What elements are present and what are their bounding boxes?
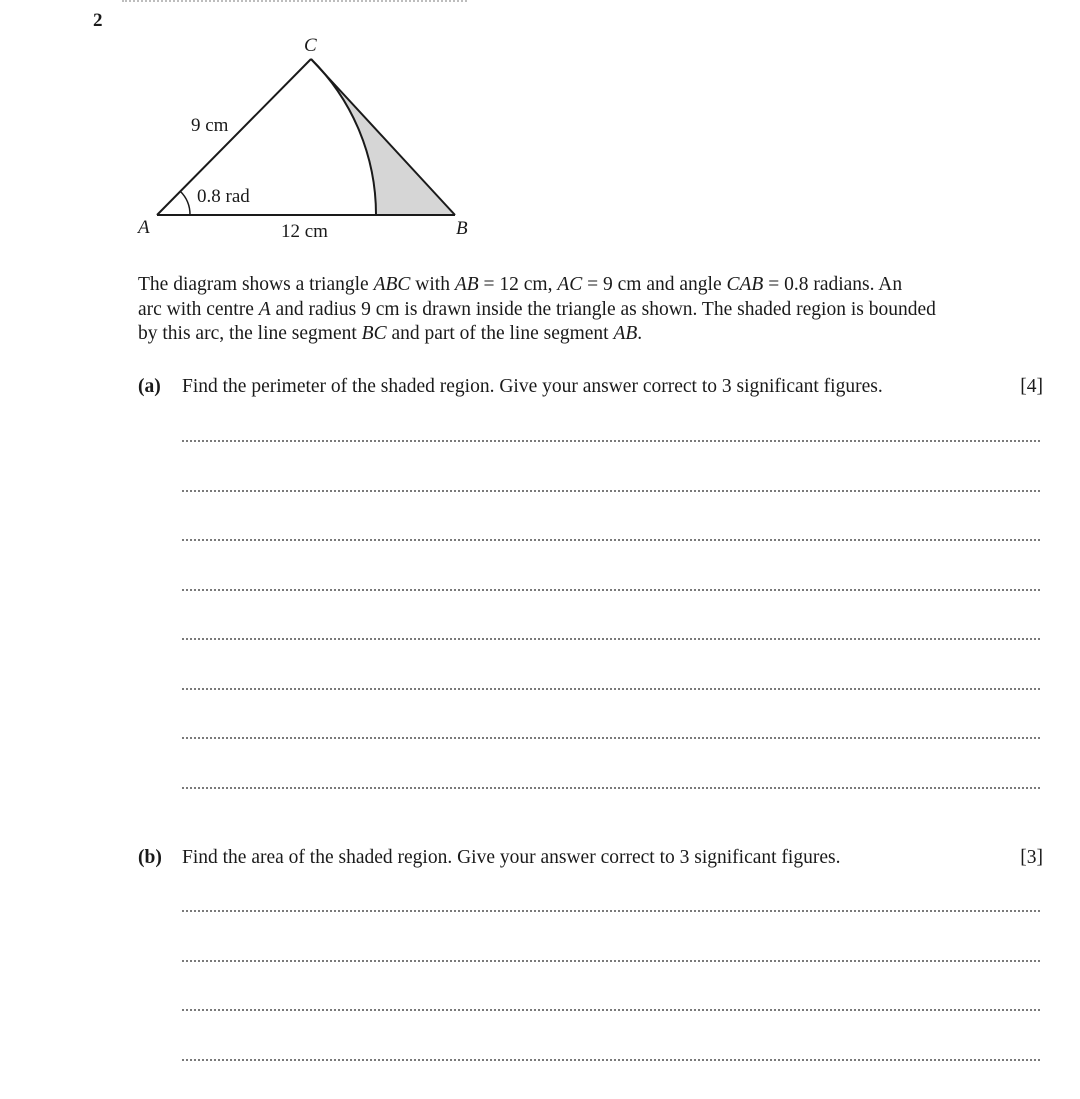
vertex-label-c: C (304, 35, 317, 56)
answer-line-a-8[interactable] (182, 787, 1040, 789)
answer-line-b-2[interactable] (182, 960, 1040, 962)
intro-math: AB (613, 323, 638, 344)
intro-line-1 (138, 273, 1043, 298)
intro-math: A (258, 298, 271, 320)
answer-line-a-4[interactable] (182, 589, 1040, 591)
part-b-marks: [3] (1020, 847, 1043, 868)
intro-text: = 12 cm, (478, 274, 558, 295)
part-b-label: (b) (138, 847, 162, 868)
answer-line-a-7[interactable] (182, 737, 1040, 739)
part-b-question (138, 846, 1043, 870)
intro-text: by this arc, the line segment (138, 323, 362, 344)
answer-line-a-5[interactable] (182, 638, 1040, 640)
vertex-label-b: B (456, 218, 468, 239)
intro-line-2 (138, 298, 1043, 323)
intro-text: The diagram shows a triangle (138, 274, 374, 295)
answer-line-a-6[interactable] (182, 688, 1040, 690)
part-a-question (138, 375, 1043, 399)
intro-text: = 0.8 radians. An (763, 274, 903, 295)
answer-line-a-2[interactable] (182, 490, 1040, 492)
intro-math: BC (361, 323, 387, 344)
answer-line-b-3[interactable] (182, 1009, 1040, 1011)
answer-line-a-1[interactable] (182, 440, 1040, 442)
answer-line-b-4[interactable] (182, 1059, 1040, 1061)
intro-text: with (410, 274, 455, 295)
vertex-label-a: A (138, 217, 150, 238)
intro-math: AB (454, 274, 479, 295)
intro-math: AC (557, 274, 583, 295)
part-a-marks: [4] (1020, 376, 1043, 397)
intro-text: arc with centre (138, 298, 259, 320)
triangle-diagram (0, 0, 1080, 260)
intro-text: = 9 cm and angle (582, 274, 727, 295)
intro-text: and radius 9 cm is drawn inside the triangle as shown. The shaded region is bounded (270, 298, 936, 320)
answer-line-b-1[interactable] (182, 910, 1040, 912)
intro-text: . (637, 323, 643, 344)
intro-text: and part of the line segment (386, 323, 614, 344)
part-a-text: Find the perimeter of the shaded region. Give your answer correct to 3 significant figures. (182, 376, 883, 397)
part-a-label: (a) (138, 376, 161, 397)
intro-math: CAB (726, 274, 764, 295)
angle-arc (180, 191, 190, 215)
part-b-text: Find the area of the shaded region. Give your answer correct to 3 significant figures. (182, 847, 841, 868)
angle-label: 0.8 rad (197, 186, 250, 207)
intro-math: ABC (373, 274, 411, 295)
question-intro (138, 273, 1043, 347)
answer-line-a-3[interactable] (182, 539, 1040, 541)
side-label-ac: 9 cm (191, 115, 229, 136)
question-number: 2 (93, 10, 103, 31)
side-label-ab: 12 cm (281, 221, 328, 242)
intro-line-3 (138, 322, 1043, 347)
